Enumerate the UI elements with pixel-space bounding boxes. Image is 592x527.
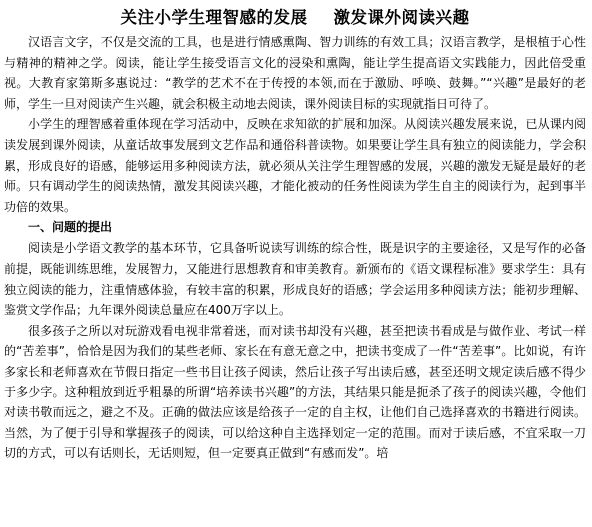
document-title	[4, 6, 586, 30]
paragraph-intro: 汉语言文字，不仅是交流的工具，也是进行情感熏陶、智力训练的有效工具；汉语言教学，是根植于心性与精神的精神之学。阅读，能让学生接受语言文化的浸染和熏陶，能让学生提高语文实践能力，因此倍受重视。大教育家第斯多惠说过：“教学的艺术不在于传授的本领,而在于激励、呼唤、鼓舞。”“兴趣”是最好的老师，学生一旦对阅读产生兴趣，就会积极主动地去阅读，课外阅读目标的实现就指日可待了。	[4, 35, 586, 111]
title-main: 关注小学生理智感的发展	[120, 8, 308, 27]
paragraph-reading-role: 阅读是小学语文教学的基本环节，它具备听说读写训练的综合性，既是识字的主要途径，又是写作的必备前提，既能训练思维，发展智力，又能进行思想教育和审美教育。新颁布的《语文课程标准》要求学生：具有独立阅读的能力，注重情感体验，有较丰富的积累，形成良好的语感；学会运用多种阅读方法；能初步理解、鉴赏文学作品；九年课外阅读总量应在400万字以上。	[4, 241, 586, 318]
section-heading: 一、问题的提出	[28, 220, 113, 235]
paragraph-interest-development: 小学生的理智感着重体现在学习活动中，反映在求知欲的扩展和加深。从阅读兴趣发展来说，已从课内阅读发展到课外阅读，从童话故事发展到文艺作品和通俗科普读物。如果要让学生具有独立的阅读能力，学会积累，形成良好的语感，能够运用多种阅读方法，就必须从关注学生理智感的发展，兴趣的激发无疑是最好的老师。只有调动学生的阅读热情，激发其阅读兴趣，才能化被动的任务性阅读为学生自主的阅读行为，起到事半功倍的效果。	[4, 117, 586, 214]
title-sub: 激发课外阅读兴趣	[333, 8, 470, 27]
paragraph-children-reading: 很多孩子之所以对玩游戏看电视非常着迷，而对读书却没有兴趣，甚至把读书看成是与做作业、考试一样的“苦差事”，恰恰是因为我们的某些老师、家长在有意无意之中，把读书变成了一件“苦差事”。比如说，有许多家长和老师喜欢在节假日指定一些书目让孩子阅读，然后让孩子写出读后感，甚至还明文规定读后感不得少于多少字。这种粗放到近乎粗暴的所谓“培养读书兴趣”的方法，其结果只能是扼杀了孩子的阅读兴趣，令他们对读书敬而远之，避之不及。正确的做法应该是给孩子一定的自主权，让他们自己选择喜欢的书籍进行阅读。当然，为了便于引导和掌握孩子的阅读，可以给这种自主选择划定一定的范围。而对于读后感，不宜采取一刀切的方式，可以有话则长，无话则短，但一定要真正做到“有感而发”。培	[4, 323, 586, 461]
